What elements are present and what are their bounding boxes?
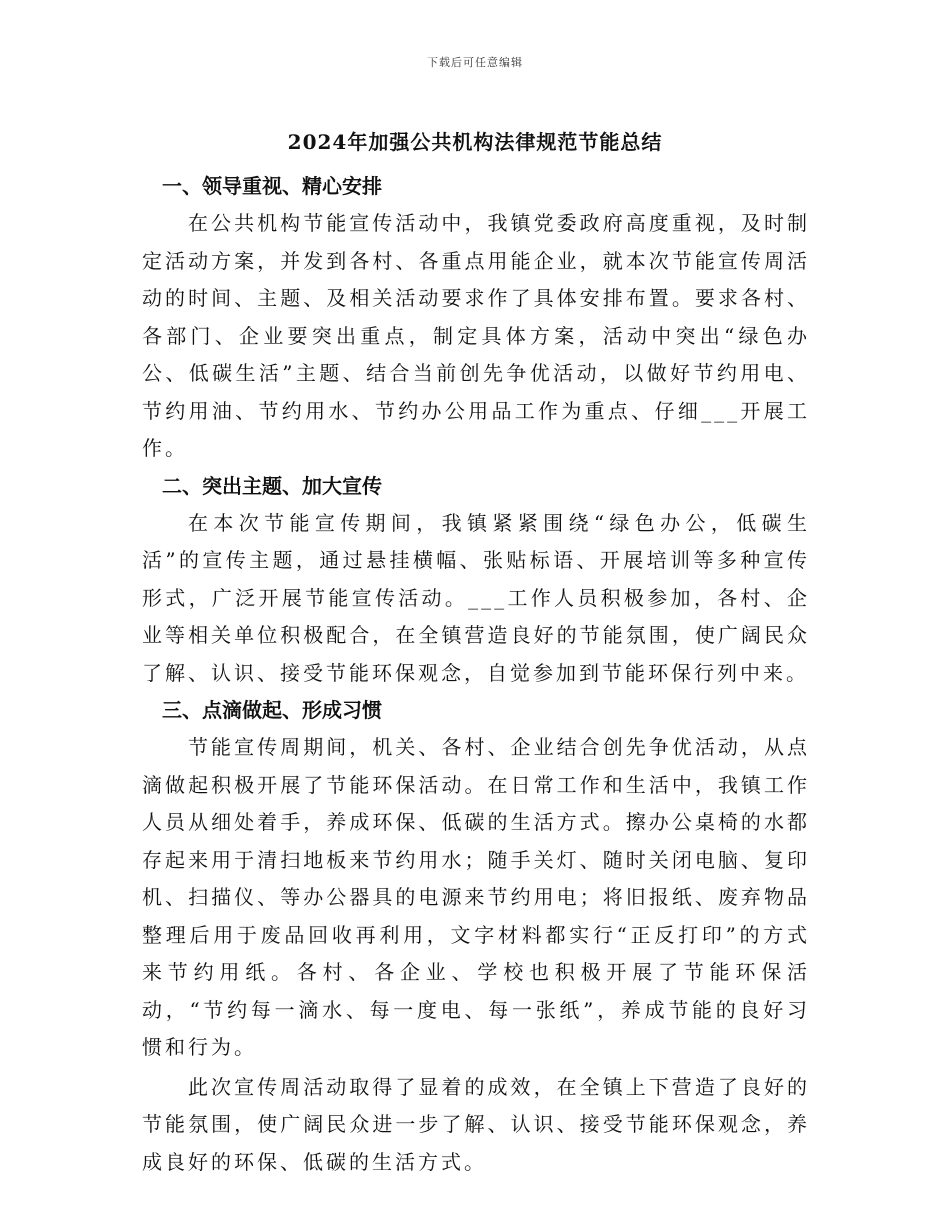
document-body [142,168,810,1181]
section-leadership [142,168,810,468]
section-paragraph: 在公共机构节能宣传活动中，我镇党委政府高度重视，及时制定活动方案，并发到各村、各重点用能企业，就本次节能宣传周活动的时间、主题、及相关活动要求作了具体安排布置。要求各村、各部门、企业要突出重点，制定具体方案，活动中突出“绿色办公、低碳生活”主题、结合当前创先争优活动，以做好节约用电、节约用油、节约用水、节约办公用品工作为重点、仔细___开展工作。 [142,211,810,460]
header-note: 下载后可任意编辑 [427,56,523,69]
section-paragraph: 节能宣传周期间，机关、各村、企业结合创先争优活动，从点滴做起积极开展了节能环保活动。在日常工作和生活中，我镇工作人员从细处着手，养成环保、低碳的生活方式。擦办公桌椅的水都存起来用于清扫地板来节约用水；随手关灯、随时关闭电脑、复印机、扫描仪、等办公器具的电源来节约用电；将旧报纸、废弃物品整理后用于废品回收再利用，文字材料都实行“正反打印”的方式来节约用纸。各村、各企业、学校也积极开展了节能环保活动，“节约每一滴水、每一度电、每一张纸”，养成节能的良好习惯和行为。 [142,735,810,1059]
section-heading: 一、领导重视、精心安排 [162,174,382,198]
section-heading: 三、点滴做起、形成习惯 [162,698,382,722]
section-habits [142,692,810,1067]
closing-paragraph: 此次宣传周活动取得了显着的成效，在全镇上下营造了良好的节能氛围，使广阔民众进一步了解、认识、接受节能环保观念，养成良好的环保、低碳的生活方式。 [142,1074,810,1174]
section-heading: 二、突出主题、加大宣传 [162,473,382,498]
section-publicity [142,468,810,693]
document-title: 2024年加强公共机构法律规范节能总结 [287,130,663,154]
section-paragraph: 在本次节能宣传期间，我镇紧紧围绕“绿色办公，低碳生活”的宣传主题，通过悬挂横幅、张贴标语、开展培训等多种宣传形式，广泛开展节能宣传活动。___工作人员积极参加，各村、企业等相关单位积极配合，在全镇营造良好的节能氛围，使广阔民众了解、认识、接受节能环保观念，自觉参加到节能环保行列中来。 [142,510,810,685]
